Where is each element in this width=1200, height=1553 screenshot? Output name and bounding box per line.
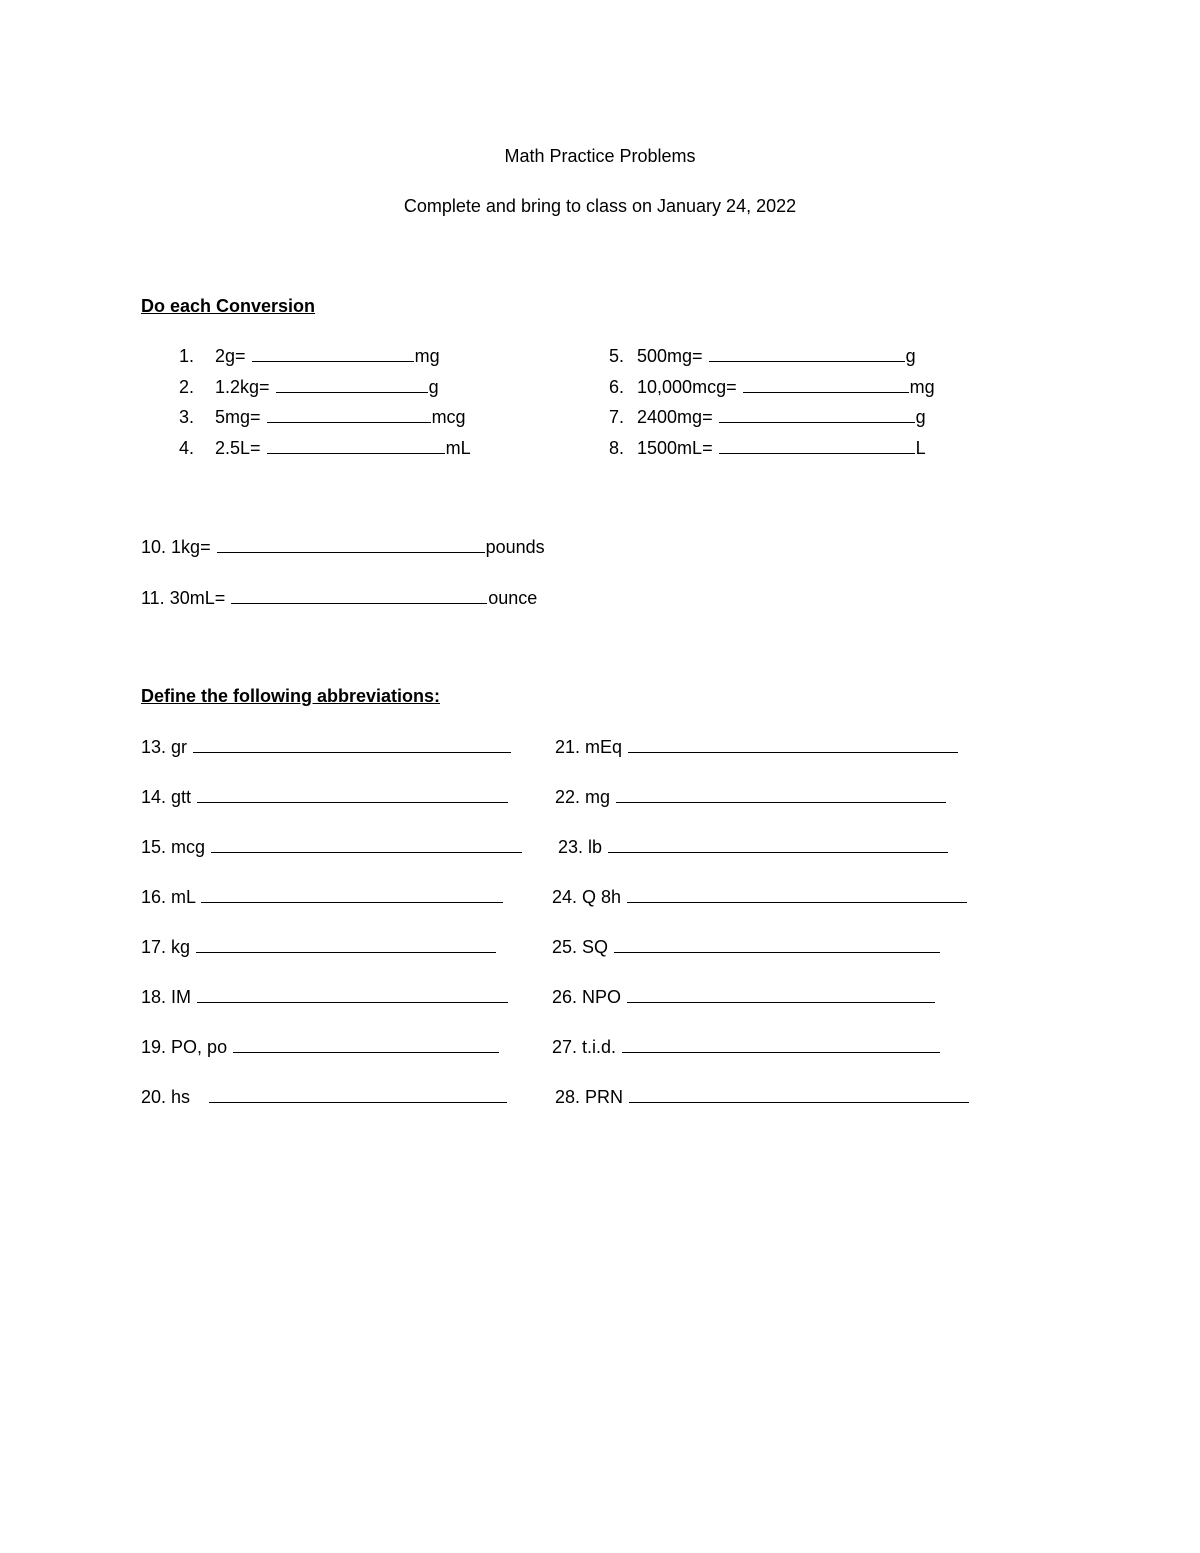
answer-blank[interactable] [629, 1085, 969, 1103]
abbreviation-term: gtt [171, 787, 192, 807]
abbreviation-term: lb [588, 837, 603, 857]
answer-blank[interactable] [622, 1035, 940, 1053]
answer-blank[interactable] [201, 885, 503, 903]
item-number: 18. [141, 987, 167, 1007]
page-subtitle: Complete and bring to class on January 24, 2022 [403, 196, 797, 216]
conversion-item [141, 535, 545, 558]
answer-blank[interactable] [217, 535, 485, 553]
abbreviation-item [558, 835, 949, 858]
answer-blank[interactable] [276, 375, 428, 393]
item-number: 6. [608, 377, 624, 397]
conversion-prompt: 500mg= [637, 346, 703, 366]
item-number: 23. [558, 837, 584, 857]
abbreviations-heading: Define the following abbreviations: [141, 686, 441, 706]
item-number: 3. [178, 407, 194, 427]
abbreviation-item [141, 1085, 508, 1108]
conversion-unit: pounds [485, 537, 545, 557]
item-number: 25. [552, 937, 578, 957]
conversion-prompt: 2.5L= [215, 438, 261, 458]
item-number: 16. [141, 887, 167, 907]
conversion-prompt: 1.2kg= [215, 377, 270, 397]
conversion-item [600, 436, 926, 459]
abbreviation-item [555, 1085, 970, 1108]
conversion-unit: g [905, 346, 916, 366]
conversion-item [600, 375, 935, 398]
abbreviation-term: t.i.d. [582, 1037, 617, 1057]
conversion-prompt: 10,000mcg= [637, 377, 737, 397]
answer-blank[interactable] [616, 785, 946, 803]
conversion-item [172, 436, 471, 459]
item-number: 24. [552, 887, 578, 907]
abbreviation-term: NPO [582, 987, 622, 1007]
conversion-item [172, 375, 439, 398]
item-number: 28. [555, 1087, 581, 1107]
abbreviation-term: PO, po [171, 1037, 228, 1057]
item-number: 20. [141, 1087, 167, 1107]
item-number: 11. [141, 588, 165, 608]
conversion-unit: g [428, 377, 439, 397]
item-number: 27. [552, 1037, 578, 1057]
answer-blank[interactable] [209, 1085, 507, 1103]
abbreviation-term: hs [171, 1087, 191, 1107]
conversion-item [172, 405, 466, 428]
item-number: 2. [178, 377, 194, 397]
answer-blank[interactable] [231, 586, 487, 604]
abbreviation-term: mcg [171, 837, 206, 857]
conversion-prompt: 5mg= [215, 407, 261, 427]
answer-blank[interactable] [193, 735, 511, 753]
conversion-item [600, 344, 916, 367]
conversion-prompt: 30mL= [169, 588, 226, 608]
item-number: 19. [141, 1037, 167, 1057]
answer-blank[interactable] [628, 735, 958, 753]
abbreviation-item [552, 1035, 941, 1058]
conversion-unit: g [915, 407, 926, 427]
abbreviation-item [141, 835, 523, 858]
item-number: 22. [555, 787, 581, 807]
answer-blank[interactable] [252, 344, 414, 362]
conversion-heading: Do each Conversion [141, 296, 316, 316]
conversion-unit: mL [445, 438, 471, 458]
conversion-unit: mg [414, 346, 440, 366]
answer-blank[interactable] [709, 344, 905, 362]
item-number: 7. [608, 407, 624, 427]
answer-blank[interactable] [197, 785, 508, 803]
item-number: 8. [608, 438, 624, 458]
abbreviation-term: SQ [582, 937, 609, 957]
abbreviation-item [141, 985, 509, 1008]
abbreviation-item [555, 785, 947, 808]
item-number: 10. [141, 537, 167, 557]
item-number: 21. [555, 737, 581, 757]
answer-blank[interactable] [719, 405, 915, 423]
answer-blank[interactable] [197, 985, 508, 1003]
abbreviation-item [552, 985, 936, 1008]
item-number: 14. [141, 787, 167, 807]
conversion-prompt: 1500mL= [637, 438, 713, 458]
answer-blank[interactable] [267, 436, 445, 454]
conversion-prompt: 2400mg= [637, 407, 713, 427]
abbreviation-term: mg [585, 787, 611, 807]
item-number: 13. [141, 737, 167, 757]
answer-blank[interactable] [211, 835, 522, 853]
item-number: 17. [141, 937, 167, 957]
conversion-prompt: 1kg= [171, 537, 211, 557]
answer-blank[interactable] [719, 436, 915, 454]
item-number: 5. [608, 346, 624, 366]
abbreviation-item [141, 735, 512, 758]
answer-blank[interactable] [614, 935, 940, 953]
item-number: 1. [178, 346, 194, 366]
abbreviation-term: Q 8h [582, 887, 622, 907]
conversion-unit: L [915, 438, 926, 458]
conversion-prompt: 2g= [215, 346, 246, 366]
answer-blank[interactable] [627, 985, 935, 1003]
conversion-item [141, 586, 537, 609]
answer-blank[interactable] [233, 1035, 499, 1053]
abbreviation-term: gr [171, 737, 188, 757]
item-number: 4. [178, 438, 194, 458]
abbreviation-item [552, 935, 941, 958]
conversion-unit: mg [909, 377, 935, 397]
abbreviation-term: kg [171, 937, 191, 957]
abbreviation-item [555, 735, 959, 758]
answer-blank[interactable] [743, 375, 909, 393]
abbreviation-term: PRN [585, 1087, 624, 1107]
abbreviation-item [141, 1035, 500, 1058]
abbreviation-item [141, 885, 504, 908]
abbreviation-term: mL [171, 887, 196, 907]
abbreviation-item [552, 885, 968, 908]
abbreviation-item [141, 935, 497, 958]
page-title: Math Practice Problems [504, 146, 696, 166]
abbreviation-term: mEq [585, 737, 623, 757]
conversion-unit: ounce [488, 588, 538, 608]
conversion-unit: mcg [431, 407, 466, 427]
answer-blank[interactable] [627, 885, 967, 903]
item-number: 15. [141, 837, 167, 857]
answer-blank[interactable] [196, 935, 496, 953]
answer-blank[interactable] [267, 405, 431, 423]
answer-blank[interactable] [608, 835, 948, 853]
abbreviation-term: IM [171, 987, 192, 1007]
item-number: 26. [552, 987, 578, 1007]
conversion-item [600, 405, 926, 428]
conversion-item [172, 344, 440, 367]
abbreviation-item [141, 785, 509, 808]
